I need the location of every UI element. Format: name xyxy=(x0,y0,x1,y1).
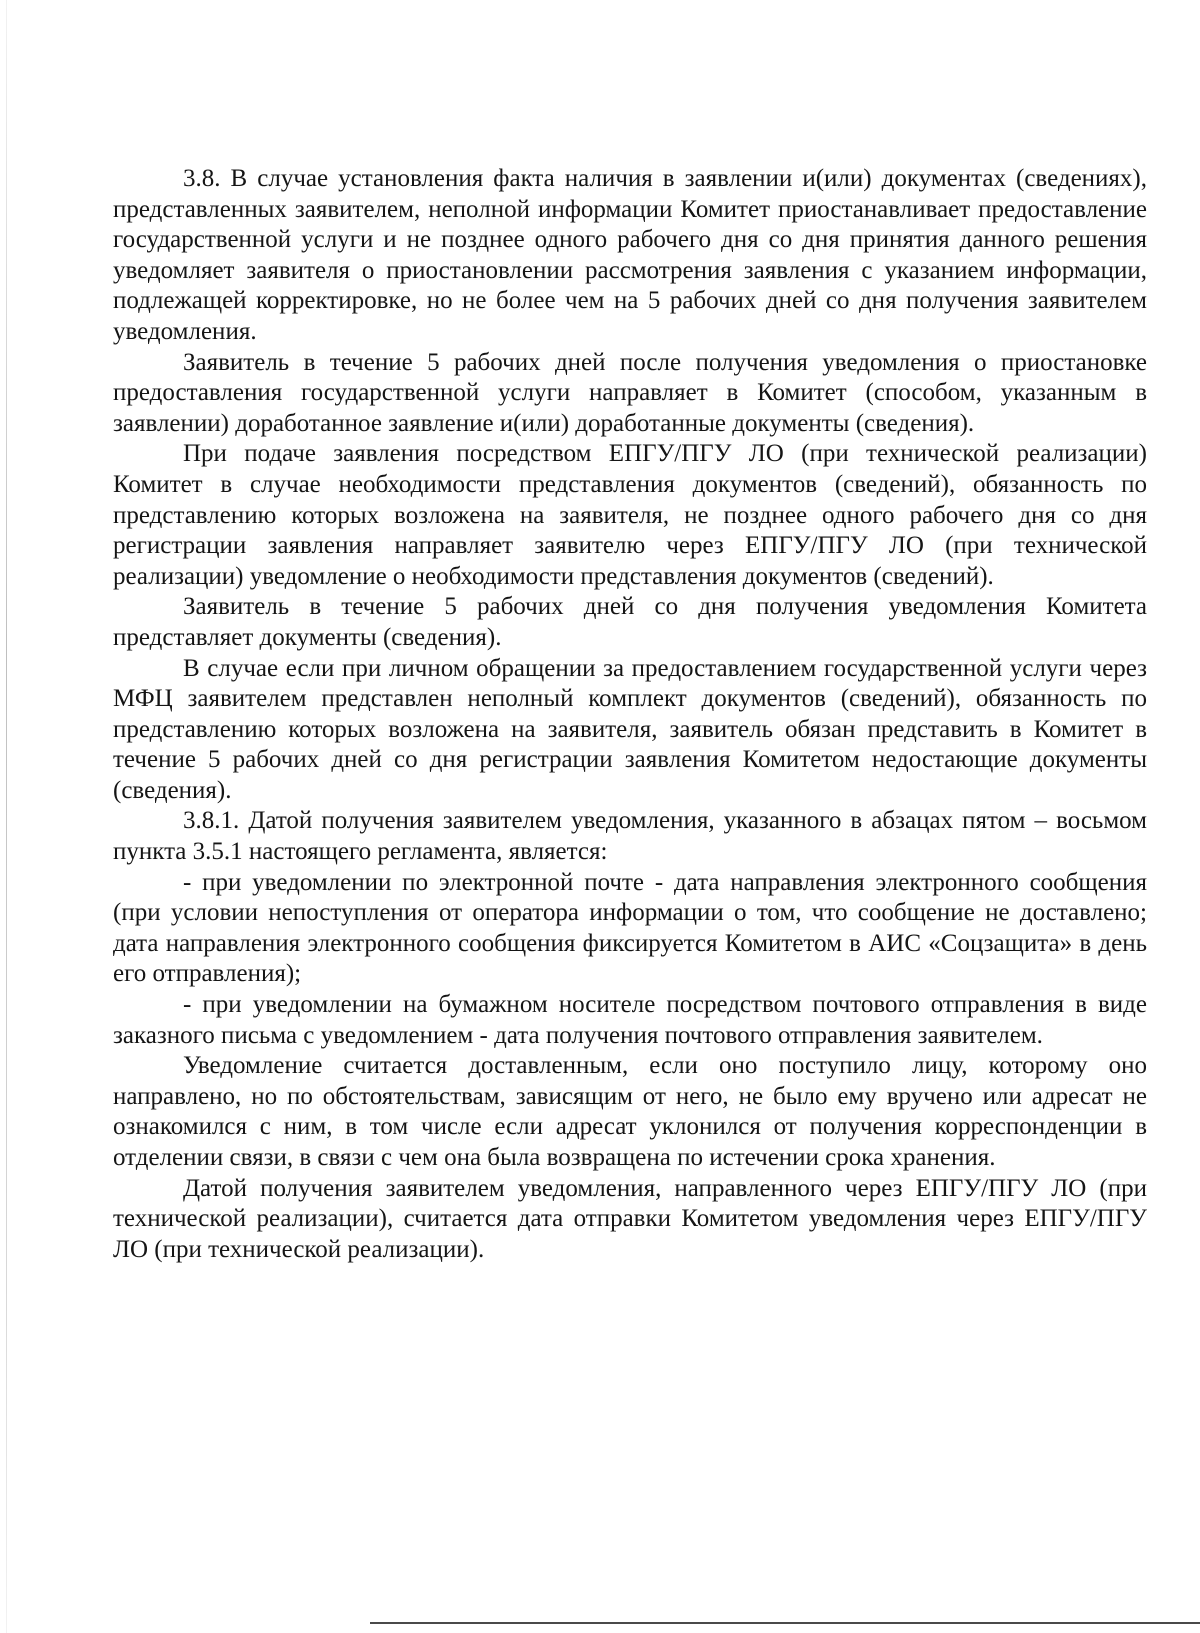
paragraph-delivery-considered: Уведомление считается доставленным, если оно поступило лицу, которому оно направлено, но по обстоятельствам, зависящим от него, не было ему вручено или адресат не ознакомился с ним, в том числе если адресат уклонился от получения корреспонденции в отделении связи, в связи с чем она была возвращена по истечении срока хранения. xyxy=(113,1052,1147,1171)
list-item-paper-notification: - при уведомлении на бумажном носителе посредством почтового отправления в виде заказного письма с уведомлением - дата получения почтового отправления заявителем. xyxy=(113,991,1147,1049)
paragraph-3-8: 3.8. В случае установления факта наличия в заявлении и(или) документах (сведениях), представленных заявителем, неполной информации Комитет приостанавливает предоставление государственной услуги и не позднее одного рабочего дня со дня принятия данного решения уведомляет заявителя о приостановлении рассмотрения заявления с указанием информации, подлежащей корректировке, но не более чем на 5 рабочих дней со дня получения заявителем уведомления. xyxy=(113,165,1147,345)
list-item-email-notification: - при уведомлении по электронной почте - дата направления электронного сообщения (при условии непоступления от оператора информации о том, что сообщение не доставлено; дата направления электронного сообщения фиксируется Комитетом в АИС «Соцзащита» в день его отправления); xyxy=(113,868,1147,988)
paragraph-epgu-submission: При подаче заявления посредством ЕПГУ/ПГУ ЛО (при технической реализации) Комитет в случае необходимости представления документов (сведений), обязанность по представлению которых возложена на заявителя, не позднее одного рабочего дня со дня регистрации заявления направляет заявителю через ЕПГУ/ПГУ ЛО (при технической реализации) уведомление о необходимости представления документов (сведений). xyxy=(113,440,1147,590)
paragraph-mfc-incomplete: В случае если при личном обращении за предоставлением государственной услуги через МФЦ заявителем представлен неполный комплект документов (сведений), обязанность по представлению которых возложена на заявителя, заявитель обязан представить в Комитет в течение 5 рабочих дней со дня регистрации заявления Комитетом недостающие документы (сведения). xyxy=(113,654,1147,804)
paragraph-3-8-1: 3.8.1. Датой получения заявителем уведомления, указанного в абзацах пятом – восьмом пункта 3.5.1 настоящего регламента, является: xyxy=(113,807,1147,866)
paragraph-documents-deadline: Заявитель в течение 5 рабочих дней со дня получения уведомления Комитета представляет документы (сведения). xyxy=(113,593,1147,651)
document-body xyxy=(113,164,1147,1265)
scan-bottom-edge xyxy=(370,1622,1200,1624)
paragraph-resubmission: Заявитель в течение 5 рабочих дней после получения уведомления о приостановке предоставления государственной услуги направляет в Комитет (способом, указанным в заявлении) доработанное заявление и(или) доработанные документы (сведения). xyxy=(113,348,1147,437)
paragraph-epgu-receipt-date: Датой получения заявителем уведомления, направленного через ЕПГУ/ПГУ ЛО (при технической реализации), считается дата отправки Комитетом уведомления через ЕПГУ/ПГУ ЛО (при технической реализации). xyxy=(113,1174,1147,1263)
scan-left-edge xyxy=(6,0,7,1633)
